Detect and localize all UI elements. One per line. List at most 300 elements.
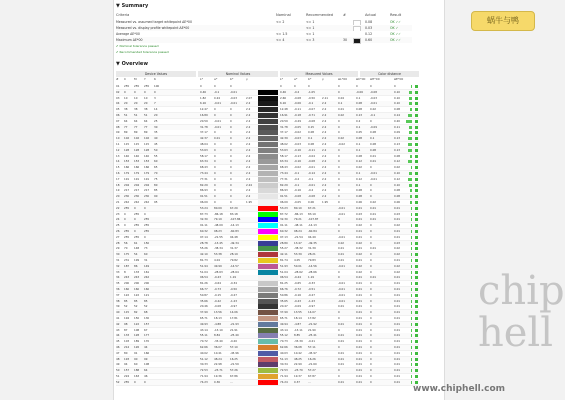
distance-value: 0	[370, 362, 372, 367]
distance-value: 0	[370, 316, 372, 320]
color-swatch	[258, 229, 278, 234]
measured-value: -14.56	[308, 263, 317, 268]
column-header: ΔE*00	[394, 77, 404, 81]
distance-value: 0	[338, 217, 340, 222]
pass-indicator	[415, 329, 418, 332]
row-number: 37	[116, 292, 120, 297]
nominal-value: 82.29	[200, 182, 208, 187]
device-value: 255	[144, 84, 150, 88]
nominal-value: -13.45	[214, 240, 223, 245]
pass-indicator	[415, 166, 418, 169]
nominal-value: 96.09	[200, 200, 208, 204]
distance-value: 0.01	[356, 310, 362, 315]
device-value: 55	[154, 153, 158, 158]
distance-value: 0	[338, 182, 340, 187]
distance-value: 0	[338, 147, 340, 152]
device-value: 64	[134, 118, 138, 123]
device-value: 217	[134, 188, 140, 193]
distance-value: 0.02	[338, 113, 344, 117]
column-header: b*	[230, 77, 234, 81]
nominal-value: 42.37	[200, 136, 208, 141]
distance-value: 0	[338, 275, 340, 280]
distance-value: 0.1	[356, 95, 361, 100]
pass-indicator	[415, 85, 418, 88]
distance-value: 0.08	[394, 188, 400, 193]
measured-value: -1.23	[308, 298, 315, 303]
delta-bar	[411, 294, 412, 297]
nominal-value: 0	[214, 107, 216, 112]
nominal-value: -0.97	[230, 304, 237, 309]
measured-value: 0.08	[308, 142, 314, 146]
distance-value: 0.01	[338, 350, 344, 355]
distance-value: 0.01	[356, 362, 362, 367]
nominal-value: 0	[230, 176, 232, 181]
column-header: C	[124, 77, 127, 81]
device-value: 77	[124, 124, 128, 129]
distance-value: 0.01	[394, 374, 400, 378]
delta-bar	[411, 85, 412, 88]
device-value: 73	[144, 246, 148, 251]
measured-value: 96.09	[280, 200, 288, 204]
distance-value: 0.01	[356, 374, 362, 378]
column-header: #	[116, 77, 119, 81]
device-value: 102	[144, 136, 150, 141]
pass-indicator	[415, 288, 418, 291]
device-value: 35	[154, 130, 158, 135]
device-value: 148	[134, 246, 140, 251]
summary-header-actual: Actual	[365, 13, 377, 17]
distance-value: 0	[370, 281, 372, 286]
measured-value: 0.08	[308, 130, 314, 135]
device-value: 140	[144, 153, 150, 158]
color-swatch	[258, 299, 278, 304]
device-value: 14	[154, 107, 158, 112]
distance-value: -0.01	[338, 292, 345, 297]
measured-value: 2.2	[322, 113, 327, 117]
row-number: 49	[116, 362, 120, 367]
device-value: 20	[124, 101, 128, 106]
column-header: L*	[280, 77, 284, 81]
device-value: 94	[124, 362, 128, 367]
distance-value: -0.01	[338, 234, 345, 239]
measured-value: 2.2	[322, 182, 327, 187]
pass-indicator	[415, 114, 418, 117]
measured-value: 18.14	[294, 316, 302, 320]
delta-bar	[410, 195, 412, 198]
pass-indicator	[415, 97, 418, 100]
device-value: 122	[134, 321, 140, 326]
pass-indicator	[415, 271, 418, 274]
distance-value: 0	[370, 356, 372, 361]
distance-value: 0.01	[394, 304, 400, 309]
distance-value: 0	[370, 234, 372, 239]
measured-value: -0.65	[294, 281, 301, 286]
device-value: 91	[134, 350, 138, 355]
distance-value: 0.13	[356, 113, 362, 117]
measured-value: -0.16	[294, 292, 301, 297]
pass-indicator	[415, 108, 418, 111]
measured-value: 91.11	[280, 223, 288, 228]
nominal-value: 0	[230, 113, 232, 117]
measured-value: 81.74	[280, 258, 288, 262]
nominal-value: 12.47	[200, 107, 208, 112]
delta-bar	[408, 114, 412, 117]
device-value: 160	[124, 287, 130, 291]
distance-value: 0.09	[394, 130, 400, 135]
nominal-value: 0	[230, 159, 232, 164]
device-value: 20	[154, 113, 158, 117]
distance-value: 0.13	[394, 136, 400, 141]
delta-bar	[410, 108, 412, 111]
measured-value: 79.21	[294, 217, 302, 222]
device-value: 82	[134, 310, 138, 315]
nominal-value: 32.30	[200, 217, 208, 222]
device-value: 51	[124, 113, 128, 117]
nominal-value: -86.18	[214, 211, 223, 216]
distance-value: 0.01	[394, 234, 400, 239]
distance-value: 0.02	[394, 263, 400, 268]
distance-value: 0.01	[356, 292, 362, 297]
row-number: 40	[116, 310, 120, 315]
delta-bar	[411, 166, 412, 169]
nominal-value: -0.1	[214, 89, 220, 94]
nominal-value: 2.2	[246, 142, 251, 146]
device-value: 255	[124, 205, 130, 210]
distance-value: 0.02	[356, 269, 362, 274]
distance-value: 0.01	[356, 368, 362, 373]
device-value: 46	[144, 374, 148, 378]
device-value: 193	[124, 356, 130, 361]
nominal-value: -38.34	[214, 246, 223, 251]
nominal-value: 57.26	[230, 368, 238, 373]
measured-value: 2.2	[322, 142, 327, 146]
summary-title[interactable]: ▼ Summary	[116, 3, 149, 9]
nominal-value: ...	[230, 379, 233, 384]
delta-bar	[411, 369, 412, 372]
measured-value: 28.80	[280, 240, 288, 245]
distance-value: 0.02	[356, 263, 362, 268]
measured-value: 16.91	[280, 113, 288, 117]
device-value: 0	[134, 379, 136, 384]
distance-value: 0.08	[356, 194, 362, 199]
measured-value: -0.16	[294, 159, 301, 164]
distance-value: 0.06	[394, 200, 400, 204]
delta-bar	[409, 91, 412, 94]
distance-value: 0.04	[338, 95, 344, 100]
color-swatch	[258, 171, 278, 176]
nominal-value: 0	[230, 118, 232, 123]
measured-value: -23.70	[294, 368, 303, 373]
measured-value: -0.02	[294, 130, 301, 135]
color-swatch	[258, 316, 278, 321]
device-value: 200	[124, 281, 130, 286]
legend-recommended: ✔ Recommended tolerance passed	[116, 50, 169, 54]
color-swatch	[258, 287, 278, 292]
column-header: a*	[214, 77, 218, 81]
distance-value: 0.02	[370, 200, 376, 204]
distance-value: 0.01	[356, 275, 362, 280]
distance-value: 0	[370, 339, 372, 344]
device-value: 200	[134, 281, 140, 286]
nominal-value: 83.18	[230, 211, 238, 216]
nominal-value: 0	[214, 182, 216, 187]
distance-value: 0	[370, 165, 372, 170]
measured-value: -0.13	[294, 153, 301, 158]
device-value: 38	[144, 107, 148, 112]
distance-value: 0.10	[394, 101, 400, 106]
measured-value: 58.17	[280, 153, 288, 158]
delta-bar	[411, 381, 412, 384]
delta-bar	[411, 207, 412, 210]
device-value: 0	[124, 211, 126, 216]
summary-header-criteria: Criteria	[116, 13, 130, 17]
measured-value: 0.06	[308, 200, 314, 204]
nominal-value: -33.40	[214, 339, 223, 344]
measured-value: 70.73	[280, 339, 288, 344]
device-value: 0	[144, 89, 146, 94]
row-number: 21	[116, 200, 120, 204]
measured-value: 66.76	[280, 287, 288, 291]
nominal-value: 43.14	[200, 327, 208, 332]
summary-cell-result: OK ✓	[390, 26, 399, 30]
nominal-value: 79.82	[230, 258, 238, 262]
distance-value: 0.02	[356, 240, 362, 245]
distance-value: 0.01	[356, 350, 362, 355]
column-header: M	[134, 77, 137, 81]
nominal-value: -14.57	[230, 263, 239, 268]
group-measured-values: Measured Values	[280, 71, 358, 77]
color-swatch	[258, 281, 278, 286]
measured-value: 62.66	[280, 345, 288, 349]
nominal-value: -28.63	[214, 269, 223, 274]
row-number: 47	[116, 350, 120, 355]
row-number: 33	[116, 269, 120, 274]
nominal-value: 74.23	[200, 379, 208, 384]
device-value: 243	[134, 275, 140, 280]
nominal-value: 51.12	[200, 356, 208, 361]
distance-value: 0	[370, 304, 372, 309]
measured-value: -0.29	[294, 118, 301, 123]
delta-bar	[411, 300, 412, 303]
nominal-value: 2.2	[246, 165, 251, 170]
measured-value: 67.21	[308, 205, 316, 210]
column-header: γ	[246, 77, 248, 81]
nominal-value: 0	[230, 130, 232, 135]
delta-bar	[411, 288, 412, 291]
device-value: 45	[154, 142, 158, 146]
delta-bar	[411, 317, 412, 320]
distance-value: -0.02	[338, 142, 345, 146]
device-value: 242	[144, 200, 150, 204]
row-number: 14	[116, 159, 120, 164]
measured-value: -0.11	[294, 107, 301, 112]
pass-indicator	[415, 201, 418, 204]
delta-bar	[410, 189, 412, 192]
pass-indicator	[415, 369, 418, 372]
distance-value: 0.01	[370, 275, 376, 280]
summary-cell-recommended: <= 1	[306, 26, 315, 30]
device-value: 243	[124, 275, 130, 280]
measured-value: 2.2	[322, 188, 327, 193]
color-swatch	[258, 351, 278, 356]
device-value: 133	[134, 269, 140, 274]
measured-value: 30.34	[280, 362, 288, 367]
measured-value: 51.93	[280, 263, 288, 268]
measured-value: 50.86	[280, 292, 288, 297]
device-value: 89	[134, 130, 138, 135]
pass-indicator	[415, 259, 418, 262]
nominal-value: 16.89	[200, 113, 208, 117]
distance-value: 0.02	[394, 269, 400, 274]
measured-value: 81.25	[280, 281, 288, 286]
row-number: 44	[116, 333, 120, 338]
device-value: 122	[124, 292, 130, 297]
device-value: 157	[124, 368, 130, 373]
measured-value: 51.13	[280, 356, 288, 361]
measured-value: -86.13	[294, 211, 303, 216]
device-value: 153	[134, 159, 140, 164]
color-swatch	[258, 183, 278, 188]
measured-value: 17.82	[308, 316, 316, 320]
distance-value: 0.01	[338, 258, 344, 262]
distance-value: 0.08	[370, 147, 376, 152]
row-number: 15	[116, 165, 120, 170]
measured-value: 53.63	[280, 147, 288, 152]
nominal-value: 96.54	[200, 275, 208, 280]
distance-value: 0.01	[356, 379, 362, 384]
distance-value: 0.01	[394, 350, 400, 355]
delta-bar	[411, 242, 412, 245]
nominal-value: 42.10	[200, 252, 208, 257]
nominal-value: 2.2	[246, 136, 251, 141]
nominal-value: 0.46	[200, 89, 206, 94]
row-number: 16	[116, 171, 120, 175]
measured-value: -28.62	[294, 269, 303, 274]
summary-cell-num: 30	[343, 38, 348, 42]
measured-value: -21.60	[308, 362, 317, 367]
distance-value: 0.10	[394, 95, 400, 100]
row-number: 13	[116, 153, 120, 158]
distance-value: 0	[338, 130, 340, 135]
measured-value: 96.54	[280, 275, 288, 280]
distance-value: 0.01	[394, 298, 400, 303]
color-swatch	[258, 159, 278, 164]
distance-value: 0.1	[370, 136, 375, 141]
measured-value: 35.65	[280, 298, 288, 303]
device-value: 128	[124, 147, 130, 152]
nominal-value: 0	[200, 84, 202, 88]
distance-value: 0.01	[370, 211, 376, 216]
distance-value: 0.01	[356, 316, 362, 320]
distance-value: 0	[338, 374, 340, 378]
row-number: 52	[116, 379, 120, 384]
measured-value: -0.14	[308, 171, 315, 175]
distance-value: 0.08	[394, 194, 400, 199]
nominal-value: 70.72	[200, 339, 208, 344]
logo-text: 蜗牛与鸭	[487, 16, 519, 25]
device-value: 51	[134, 113, 138, 117]
distance-value: 0.08	[370, 142, 376, 146]
nominal-value: 2.2	[246, 107, 251, 112]
nominal-value: 0	[214, 113, 216, 117]
device-value: 115	[124, 310, 130, 315]
device-value: 60	[134, 362, 138, 367]
device-value: 255	[134, 234, 140, 239]
nominal-value: 2.2	[246, 130, 251, 135]
nominal-value: 0	[214, 153, 216, 158]
measured-value: -0.01	[308, 165, 315, 170]
measured-value: 77.31	[280, 176, 288, 181]
distance-value: 0.01	[356, 345, 362, 349]
device-value: 166	[144, 165, 150, 170]
distance-value: 0.01	[356, 205, 362, 210]
nominal-value: 98.23	[214, 229, 222, 233]
device-value: 108	[144, 362, 150, 367]
color-swatch	[258, 333, 278, 338]
distance-value: 0.01	[394, 310, 400, 315]
overview-title[interactable]: ▼ Overview	[116, 61, 148, 67]
measured-value: -0.2	[294, 176, 300, 181]
distance-value: 0	[370, 321, 372, 326]
pass-indicator	[415, 358, 418, 361]
distance-value: 0.08	[356, 107, 362, 112]
distance-value: -0.08	[370, 89, 377, 94]
distance-value: 0.01	[338, 107, 344, 112]
color-swatch	[258, 293, 278, 298]
distance-value: 0	[338, 327, 340, 332]
distance-value: 0.12	[394, 159, 400, 164]
delta-bar	[411, 334, 412, 337]
distance-value: 0.01	[394, 292, 400, 297]
device-value: 166	[144, 350, 150, 355]
color-swatch	[258, 275, 278, 280]
measured-value: -0.50	[308, 95, 315, 100]
distance-value: 0	[338, 84, 340, 88]
measured-value: 43.14	[280, 327, 288, 332]
measured-value: 20.59	[280, 118, 288, 123]
device-value: 204	[124, 182, 130, 187]
device-value: 128	[134, 147, 140, 152]
device-value: 153	[144, 159, 150, 164]
pass-indicator	[415, 126, 418, 129]
column-header: a*	[294, 77, 298, 81]
nominal-value: 18.13	[214, 316, 222, 320]
distance-value: 0.02	[356, 252, 362, 257]
measured-value: -25.41	[308, 333, 317, 338]
measured-value: 14.07	[308, 310, 316, 315]
column-header: b*	[308, 77, 312, 81]
measured-value: 2.2	[322, 165, 327, 170]
nominal-value: 0.36	[214, 379, 220, 384]
measured-value: 1.19	[308, 275, 314, 280]
summary-cell-recommended: <= 1	[306, 20, 315, 24]
nominal-value: 81.26	[200, 281, 208, 286]
nominal-value: 37.99	[200, 310, 208, 315]
distance-value: 0	[370, 368, 372, 373]
nominal-value: 14.06	[230, 310, 238, 315]
row-number: 03	[116, 95, 120, 100]
color-swatch	[258, 130, 278, 135]
color-swatch	[258, 304, 278, 309]
measured-value: 2.2	[322, 171, 327, 175]
summary-header-num: #	[343, 13, 347, 17]
nominal-value: -0.27	[230, 292, 237, 297]
row-number: 12	[116, 147, 120, 152]
device-value: 242	[144, 275, 150, 280]
summary-header-recommended: Recommended	[306, 13, 333, 17]
device-value: 230	[124, 194, 130, 199]
pass-indicator	[415, 137, 418, 140]
